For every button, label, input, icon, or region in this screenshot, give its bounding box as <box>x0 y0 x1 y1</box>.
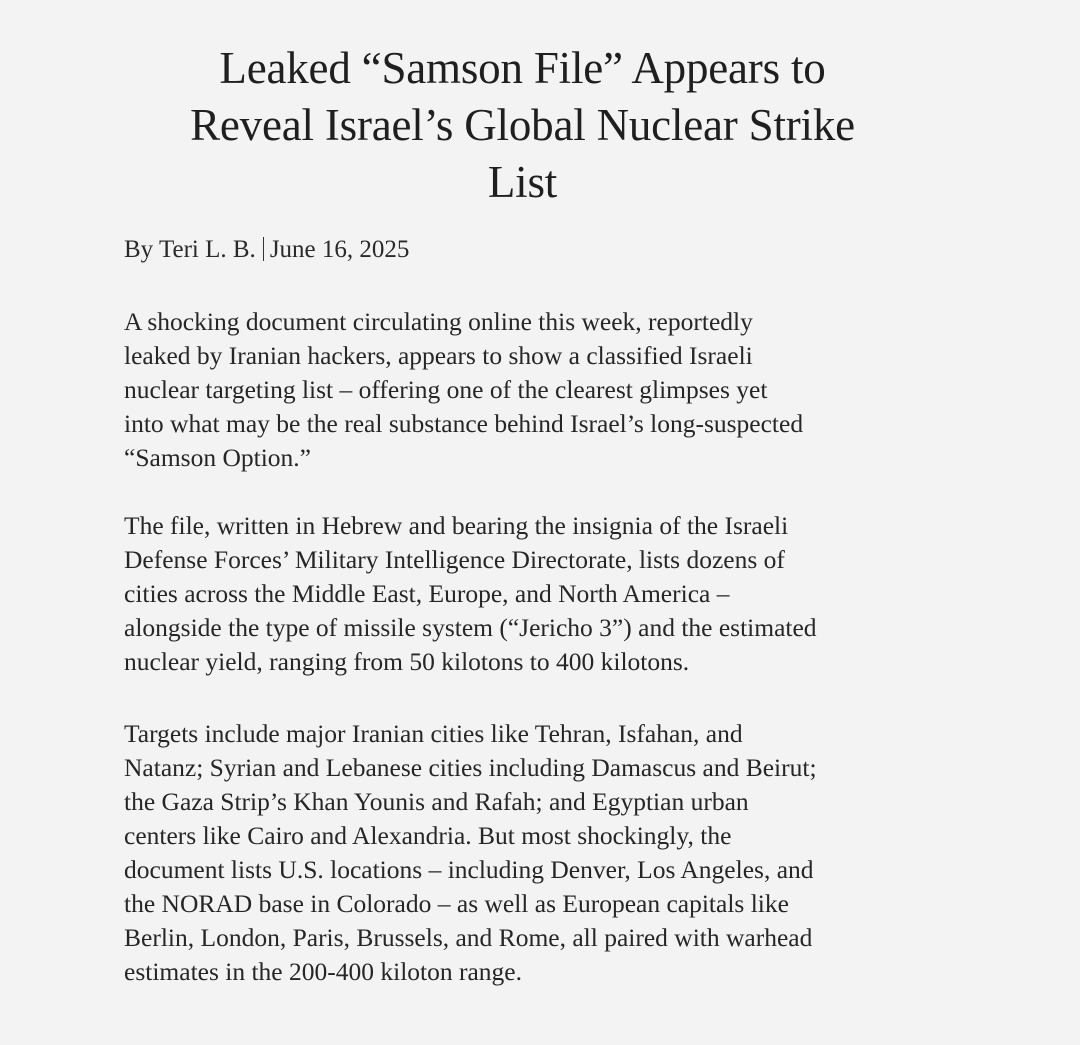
paragraph-line: “Samson Option.” <box>124 443 311 472</box>
paragraph-line: Targets include major Iranian cities like Tehran, Isfahan, and <box>124 719 743 748</box>
headline-line: Reveal Israel’s Global Nuclear Strike <box>190 100 855 150</box>
paragraph-line: Defense Forces’ Military Intelligence Directorate, lists dozens of <box>124 545 785 574</box>
byline-divider <box>263 237 264 261</box>
paragraph-line: centers like Cairo and Alexandria. But most shockingly, the <box>124 821 732 850</box>
paragraph-line: document lists U.S. locations – including Denver, Los Angeles, and <box>124 855 814 884</box>
article-paragraph-1 <box>124 305 974 475</box>
paragraph-line: A shocking document circulating online this week, reportedly <box>124 307 753 336</box>
headline-line: Leaked “Samson File” Appears to <box>219 43 826 93</box>
paragraph-line: into what may be the real substance behind Israel’s long-suspected <box>124 409 804 438</box>
article-paragraph-3 <box>124 717 974 989</box>
paragraph-line: Natanz; Syrian and Lebanese cities including Damascus and Beirut; <box>124 753 817 782</box>
byline-date: June 16, 2025 <box>269 236 410 263</box>
paragraph-line: nuclear yield, ranging from 50 kilotons to 400 kilotons. <box>124 647 690 676</box>
paragraph-line: The file, written in Hebrew and bearing the insignia of the Israeli <box>124 511 789 540</box>
paragraph-line: Berlin, London, Paris, Brussels, and Rome, all paired with warhead <box>124 923 813 952</box>
paragraph-line: nuclear targeting list – offering one of the clearest glimpses yet <box>124 375 768 404</box>
paragraph-line: the NORAD base in Colorado – as well as European capitals like <box>124 889 789 918</box>
byline <box>124 234 409 266</box>
paragraph-line: leaked by Iranian hackers, appears to show a classified Israeli <box>124 341 753 370</box>
byline-author: By Teri L. B. <box>124 236 256 263</box>
headline-line: List <box>487 157 558 207</box>
article-paragraph-2 <box>124 509 974 679</box>
paragraph-line: the Gaza Strip’s Khan Younis and Rafah; and Egyptian urban <box>124 787 749 816</box>
paragraph-line: alongside the type of missile system (“Jericho 3”) and the estimated <box>124 613 817 642</box>
paragraph-line: cities across the Middle East, Europe, and North America – <box>124 579 730 608</box>
article-headline <box>110 40 935 211</box>
paragraph-line: estimates in the 200-400 kiloton range. <box>124 957 523 986</box>
